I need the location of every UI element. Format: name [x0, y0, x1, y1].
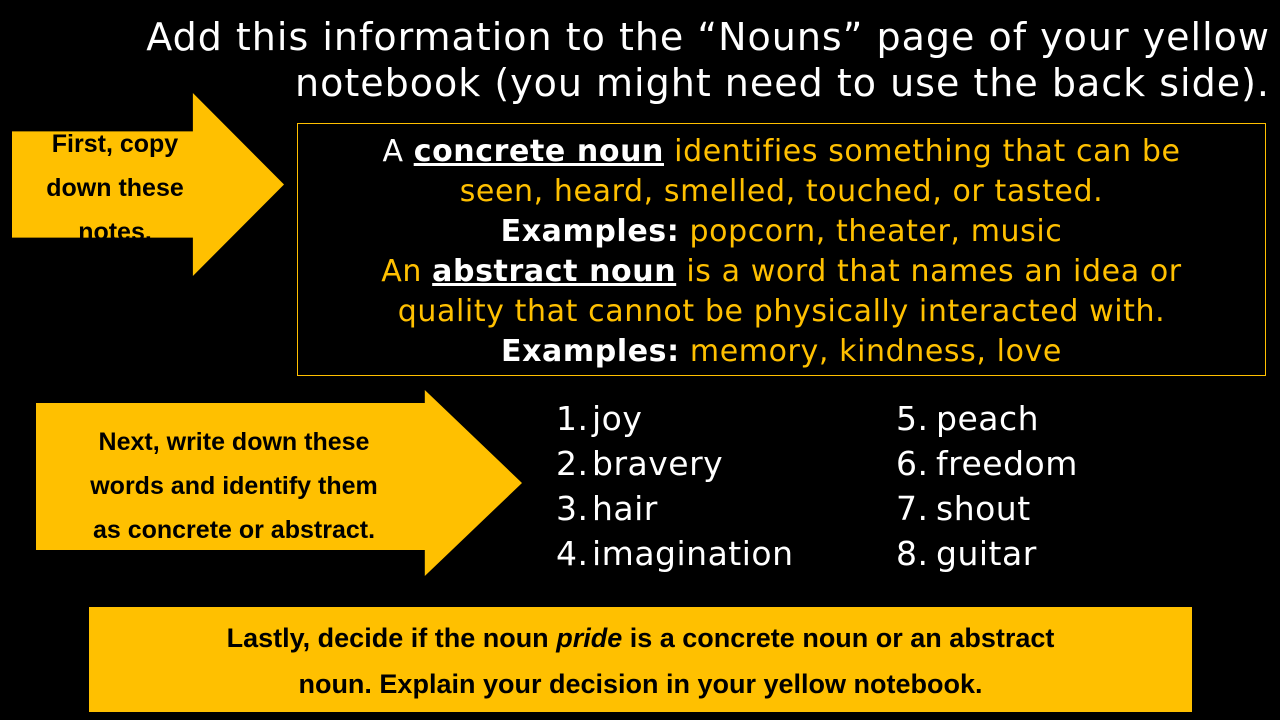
notes-box: [297, 123, 1266, 376]
concrete-examples-text: popcorn, theater, music: [689, 214, 1063, 249]
abstract-noun-term: abstract noun: [432, 254, 677, 289]
list-item: [896, 396, 1078, 441]
list-number: 1.: [556, 399, 589, 438]
list-number: 5.: [896, 399, 929, 438]
abstract-article: An: [381, 254, 423, 289]
list-number: 8.: [896, 534, 929, 573]
list-word: bravery: [592, 444, 724, 483]
abstract-examples: [298, 332, 1265, 372]
list-word: joy: [592, 399, 643, 438]
final-task-box: [89, 607, 1192, 712]
slide-title-line2: notebook (you might need to use the back side).: [295, 61, 1270, 105]
final-task-italic-word: pride: [556, 623, 623, 653]
final-task-pre: Lastly, decide if the noun: [226, 623, 549, 653]
step1-line: First, copy: [51, 130, 179, 158]
slide-title-line1: Add this information to the “Nouns” page of your yellow: [146, 15, 1270, 59]
list-number: 6.: [896, 444, 929, 483]
concrete-examples-label: Examples:: [500, 214, 680, 249]
list-number: 2.: [556, 444, 589, 483]
step2-instruction: [36, 420, 432, 552]
abstract-examples-label: Examples:: [501, 334, 680, 369]
step1-instruction: [20, 122, 210, 254]
list-item: [896, 531, 1078, 576]
abstract-definition-part2: quality that cannot be physically interacted with.: [397, 294, 1166, 329]
list-number: 3.: [556, 489, 589, 528]
word-list-column-1: [556, 396, 794, 576]
list-item: [556, 441, 794, 486]
list-word: hair: [592, 489, 658, 528]
concrete-noun-term: concrete noun: [413, 134, 664, 169]
final-task-line2: noun. Explain your decision in your yellow notebook.: [298, 669, 983, 699]
list-word: peach: [936, 399, 1040, 438]
step2-line: as concrete or abstract.: [92, 516, 376, 544]
list-item: [556, 486, 794, 531]
list-word: freedom: [936, 444, 1078, 483]
slide-title: [80, 14, 1270, 106]
list-number: 7.: [896, 489, 929, 528]
concrete-definition-line1: [298, 132, 1265, 172]
word-list-column-2: [896, 396, 1078, 576]
list-number: 4.: [556, 534, 589, 573]
list-item: [896, 486, 1078, 531]
final-task-line1: [89, 615, 1192, 661]
list-word: shout: [936, 489, 1031, 528]
list-item: [556, 396, 794, 441]
concrete-examples: [298, 212, 1265, 252]
step1-line: notes.: [78, 218, 152, 246]
list-item: [556, 531, 794, 576]
step1-line: down these: [46, 174, 184, 202]
abstract-definition-part1: is a word that names an idea or: [686, 254, 1182, 289]
final-task-post: is a concrete noun or an abstract: [629, 623, 1055, 653]
step2-line: Next, write down these: [98, 428, 370, 456]
concrete-article: A: [382, 134, 404, 169]
abstract-examples-text: memory, kindness, love: [689, 334, 1062, 369]
list-word: imagination: [592, 534, 794, 573]
list-word: guitar: [936, 534, 1037, 573]
concrete-definition-part1: identifies something that can be: [674, 134, 1181, 169]
list-item: [896, 441, 1078, 486]
abstract-definition-line1: [298, 252, 1265, 292]
step2-line: words and identify them: [90, 472, 378, 500]
concrete-definition-part2: seen, heard, smelled, touched, or tasted.: [459, 174, 1104, 209]
